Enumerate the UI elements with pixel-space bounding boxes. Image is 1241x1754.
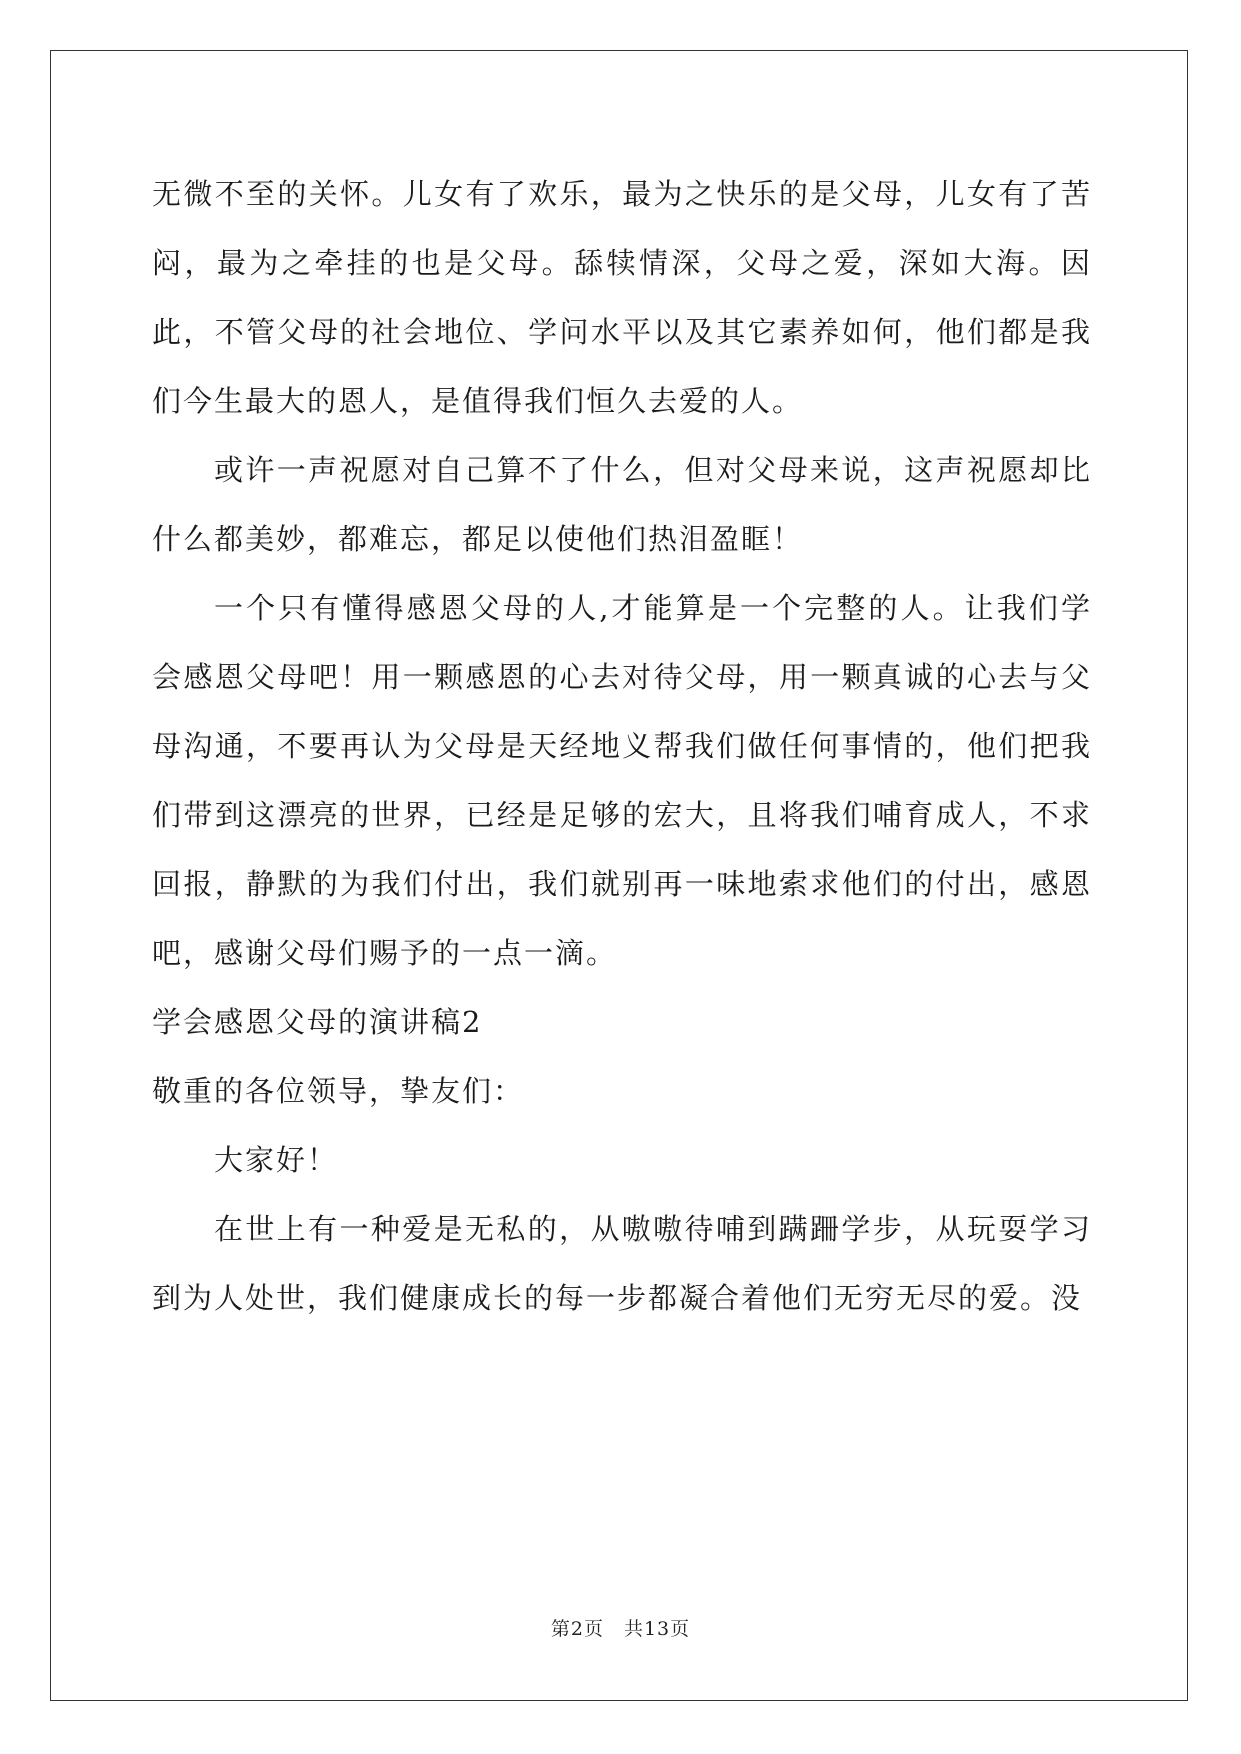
paragraph-3: 一个只有懂得感恩父母的人,才能算是一个完整的人。让我们学会感恩父母吧！用一颗感恩的心去对待父母，用一颗真诚的心去与父母沟通，不要再认为父母是天经地义帮我们做任何事情的，他们把我们带到这漂亮的世界，已经是足够的宏大，且将我们哺育成人，不求回报，静默的为我们付出，我们就别再一味地索求他们的付出，感恩吧，感谢父母们赐予的一点一滴。 — [152, 591, 1092, 970]
greeting: 大家好！ — [214, 1143, 339, 1177]
paragraph-4: 在世上有一种爱是无私的，从嗷嗷待哺到蹒跚学步，从玩耍学习到为人处世，我们健康成长的每一步都凝合着他们无穷无尽的爱。没 — [152, 1212, 1092, 1315]
paragraph-1: 无微不至的关怀。儿女有了欢乐，最为之快乐的是父母，儿女有了苦闷，最为之牵挂的也是父母。舔犊情深，父母之爱，深如大海。因此，不管父母的社会地位、学问水平以及其它素养如何，他们都是我们今生最大的恩人，是值得我们恒久去爱的人。 — [152, 177, 1092, 418]
salutation: 敬重的各位领导，挚友们： — [152, 1074, 525, 1108]
section-title: 学会感恩父母的演讲稿2 — [152, 1005, 483, 1039]
page-number-footer: 第2页 共13页 — [550, 1618, 691, 1640]
paragraph-2: 或许一声祝愿对自己算不了什么，但对父母来说，这声祝愿却比什么都美妙，都难忘，都足以使他们热泪盈眶！ — [152, 453, 1092, 556]
document-body — [152, 160, 1092, 1333]
